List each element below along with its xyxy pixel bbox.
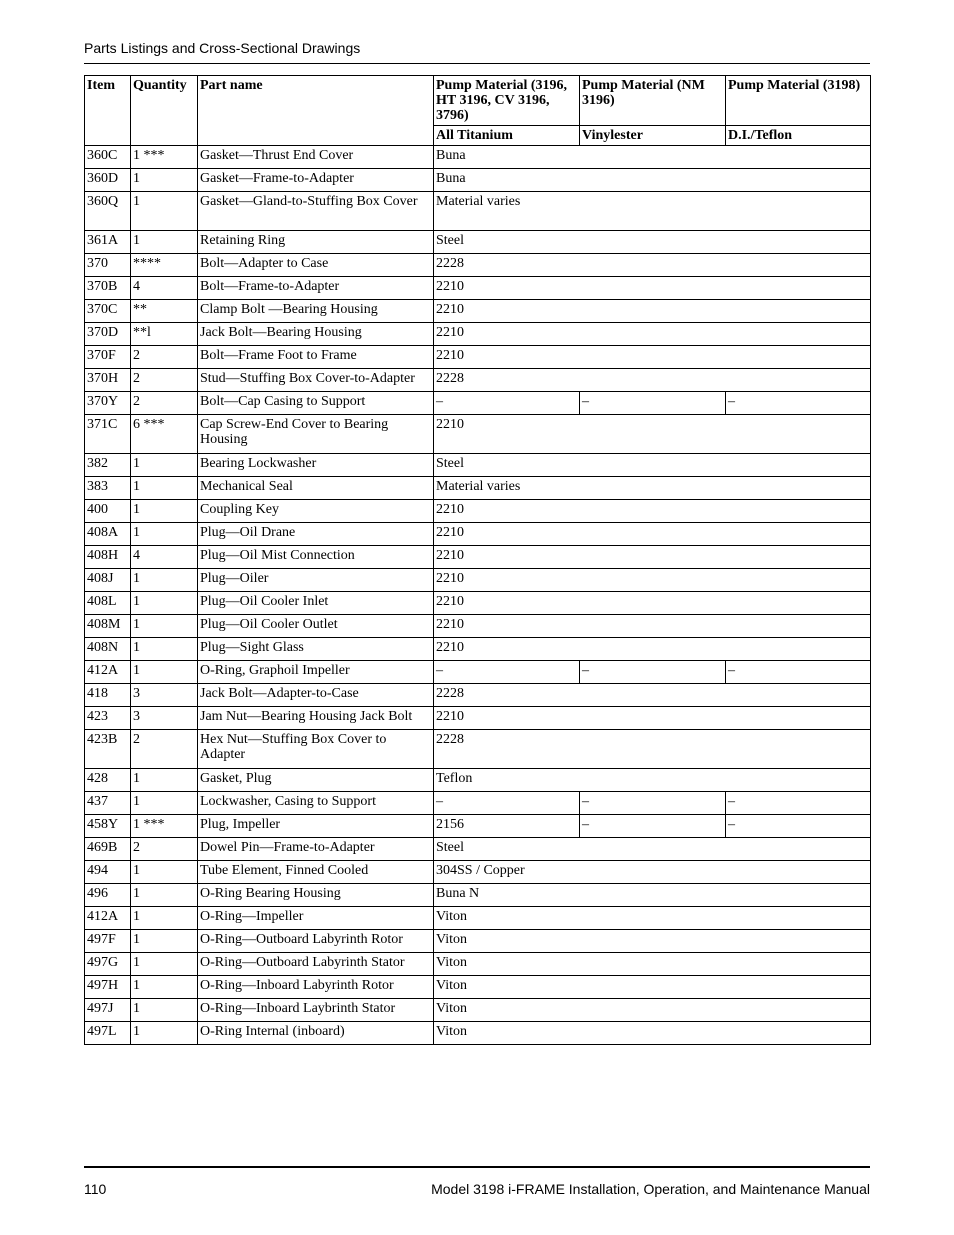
table-row xyxy=(85,707,871,730)
part-name-cell: Tube Element, Finned Cooled xyxy=(198,861,434,884)
item-cell: 370H xyxy=(85,369,131,392)
table-row xyxy=(85,369,871,392)
quantity-cell: 1 xyxy=(131,999,198,1022)
item-cell: 361A xyxy=(85,231,131,254)
quantity-cell: 1 xyxy=(131,792,198,815)
item-cell: 383 xyxy=(85,477,131,500)
table-row xyxy=(85,592,871,615)
item-cell: 418 xyxy=(85,684,131,707)
part-name-cell: Coupling Key xyxy=(198,500,434,523)
item-cell: 400 xyxy=(85,500,131,523)
header-part-name: Part name xyxy=(198,76,434,146)
material-cell: 2228 xyxy=(434,730,871,769)
quantity-cell: 1 xyxy=(131,454,198,477)
table-row xyxy=(85,569,871,592)
part-name-cell: O-Ring Internal (inboard) xyxy=(198,1022,434,1045)
part-name-cell: O-Ring—Outboard Labyrinth Stator xyxy=(198,953,434,976)
item-cell: 497L xyxy=(85,1022,131,1045)
subheader-vinylester: Vinylester xyxy=(580,126,726,146)
part-name-cell: Bolt—Frame-to-Adapter xyxy=(198,277,434,300)
quantity-cell: 1 xyxy=(131,569,198,592)
table-row xyxy=(85,392,871,415)
material-cell: Viton xyxy=(434,930,871,953)
header-material-3196: Pump Material (3196, HT 3196, CV 3196, 3796) xyxy=(434,76,580,126)
quantity-cell: 1 xyxy=(131,861,198,884)
part-name-cell: Plug—Oil Cooler Inlet xyxy=(198,592,434,615)
quantity-cell: 1 xyxy=(131,953,198,976)
quantity-cell: **** xyxy=(131,254,198,277)
table-row xyxy=(85,838,871,861)
material-cell: 2210 xyxy=(434,300,871,323)
table-row xyxy=(85,976,871,999)
part-name-cell: Gasket—Gland-to-Stuffing Box Cover xyxy=(198,192,434,231)
material-cell-3196: 2156 xyxy=(434,815,580,838)
quantity-cell: 1 xyxy=(131,976,198,999)
table-row xyxy=(85,477,871,500)
quantity-cell: 4 xyxy=(131,277,198,300)
part-name-cell: Plug—Oil Mist Connection xyxy=(198,546,434,569)
material-cell: 2210 xyxy=(434,569,871,592)
table-row xyxy=(85,638,871,661)
table-row xyxy=(85,792,871,815)
table-row xyxy=(85,907,871,930)
page-header: Parts Listings and Cross-Sectional Drawings xyxy=(84,40,870,64)
part-name-cell: Gasket—Thrust End Cover xyxy=(198,146,434,169)
item-cell: 360D xyxy=(85,169,131,192)
material-cell-3196: – xyxy=(434,392,580,415)
material-cell: 2210 xyxy=(434,277,871,300)
item-cell: 360Q xyxy=(85,192,131,231)
table-row xyxy=(85,346,871,369)
material-cell-3196: – xyxy=(434,661,580,684)
quantity-cell: 1 xyxy=(131,500,198,523)
item-cell: 370 xyxy=(85,254,131,277)
material-cell-3198: – xyxy=(726,815,871,838)
material-cell: 2228 xyxy=(434,254,871,277)
material-cell: Viton xyxy=(434,1022,871,1045)
footer-divider xyxy=(84,1166,870,1168)
quantity-cell: 1 xyxy=(131,169,198,192)
quantity-cell: 1 xyxy=(131,661,198,684)
quantity-cell: 4 xyxy=(131,546,198,569)
item-cell: 382 xyxy=(85,454,131,477)
table-row xyxy=(85,254,871,277)
quantity-cell: 2 xyxy=(131,369,198,392)
part-name-cell: Plug, Impeller xyxy=(198,815,434,838)
material-cell: 2210 xyxy=(434,346,871,369)
header-item: Item xyxy=(85,76,131,146)
header-material-nm3196: Pump Material (NM 3196) xyxy=(580,76,726,126)
item-cell: 437 xyxy=(85,792,131,815)
item-cell: 494 xyxy=(85,861,131,884)
material-cell: 2210 xyxy=(434,546,871,569)
table-row xyxy=(85,615,871,638)
part-name-cell: Clamp Bolt —Bearing Housing xyxy=(198,300,434,323)
table-row xyxy=(85,192,871,231)
quantity-cell: 1 xyxy=(131,231,198,254)
table-row xyxy=(85,1022,871,1045)
page-footer xyxy=(84,1181,870,1197)
material-cell-3198: – xyxy=(726,792,871,815)
subheader-di-teflon: D.I./Teflon xyxy=(726,126,871,146)
table-row xyxy=(85,500,871,523)
material-cell: Material varies xyxy=(434,192,871,231)
part-name-cell: Plug—Oiler xyxy=(198,569,434,592)
quantity-cell: 1 xyxy=(131,638,198,661)
quantity-cell: 1 xyxy=(131,192,198,231)
quantity-cell: 6 *** xyxy=(131,415,198,454)
item-cell: 370Y xyxy=(85,392,131,415)
material-cell: Viton xyxy=(434,953,871,976)
quantity-cell: 1 *** xyxy=(131,815,198,838)
quantity-cell: 1 xyxy=(131,523,198,546)
part-name-cell: O-Ring—Outboard Labyrinth Rotor xyxy=(198,930,434,953)
table-header-row xyxy=(85,76,871,126)
material-cell: Buna xyxy=(434,169,871,192)
table-row xyxy=(85,231,871,254)
manual-title: Model 3198 i-FRAME Installation, Operation, and Maintenance Manual xyxy=(431,1181,870,1197)
quantity-cell: 1 xyxy=(131,769,198,792)
material-cell: 2228 xyxy=(434,369,871,392)
part-name-cell: O-Ring—Inboard Laybrinth Stator xyxy=(198,999,434,1022)
item-cell: 469B xyxy=(85,838,131,861)
header-material-3198: Pump Material (3198) xyxy=(726,76,871,126)
material-cell: 2210 xyxy=(434,707,871,730)
item-cell: 408H xyxy=(85,546,131,569)
quantity-cell: 2 xyxy=(131,392,198,415)
part-name-cell: Mechanical Seal xyxy=(198,477,434,500)
item-cell: 423B xyxy=(85,730,131,769)
table-row xyxy=(85,523,871,546)
part-name-cell: Dowel Pin—Frame-to-Adapter xyxy=(198,838,434,861)
part-name-cell: Lockwasher, Casing to Support xyxy=(198,792,434,815)
part-name-cell: O-Ring—Impeller xyxy=(198,907,434,930)
quantity-cell: 1 xyxy=(131,907,198,930)
part-name-cell: Bearing Lockwasher xyxy=(198,454,434,477)
item-cell: 360C xyxy=(85,146,131,169)
table-row xyxy=(85,169,871,192)
table-row xyxy=(85,730,871,769)
part-name-cell: Cap Screw-End Cover to Bearing Housing xyxy=(198,415,434,454)
table-row xyxy=(85,661,871,684)
quantity-cell: 2 xyxy=(131,730,198,769)
material-cell-nm3196: – xyxy=(580,392,726,415)
part-name-cell: Gasket—Frame-to-Adapter xyxy=(198,169,434,192)
quantity-cell: 3 xyxy=(131,707,198,730)
table-row xyxy=(85,884,871,907)
material-cell: 2228 xyxy=(434,684,871,707)
parts-table xyxy=(84,75,871,1045)
page-number: 110 xyxy=(84,1181,107,1197)
item-cell: 497F xyxy=(85,930,131,953)
material-cell-nm3196: – xyxy=(580,792,726,815)
material-cell: Buna N xyxy=(434,884,871,907)
table-row xyxy=(85,769,871,792)
item-cell: 370C xyxy=(85,300,131,323)
table-row xyxy=(85,684,871,707)
table-row xyxy=(85,146,871,169)
item-cell: 412A xyxy=(85,661,131,684)
table-row xyxy=(85,277,871,300)
quantity-cell: 1 xyxy=(131,1022,198,1045)
material-cell-nm3196: – xyxy=(580,661,726,684)
item-cell: 408M xyxy=(85,615,131,638)
item-cell: 497G xyxy=(85,953,131,976)
item-cell: 408N xyxy=(85,638,131,661)
material-cell: 2210 xyxy=(434,592,871,615)
quantity-cell: 1 *** xyxy=(131,146,198,169)
part-name-cell: Plug—Sight Glass xyxy=(198,638,434,661)
quantity-cell: 2 xyxy=(131,346,198,369)
header-quantity: Quantity xyxy=(131,76,198,146)
material-cell: Steel xyxy=(434,231,871,254)
material-cell: Viton xyxy=(434,999,871,1022)
quantity-cell: 1 xyxy=(131,884,198,907)
item-cell: 497J xyxy=(85,999,131,1022)
item-cell: 497H xyxy=(85,976,131,999)
material-cell: 2210 xyxy=(434,323,871,346)
table-row xyxy=(85,415,871,454)
material-cell: 2210 xyxy=(434,500,871,523)
item-cell: 370B xyxy=(85,277,131,300)
item-cell: 371C xyxy=(85,415,131,454)
quantity-cell: 1 xyxy=(131,615,198,638)
part-name-cell: Plug—Oil Drane xyxy=(198,523,434,546)
material-cell: Steel xyxy=(434,838,871,861)
part-name-cell: O-Ring Bearing Housing xyxy=(198,884,434,907)
part-name-cell: Plug—Oil Cooler Outlet xyxy=(198,615,434,638)
item-cell: 370F xyxy=(85,346,131,369)
part-name-cell: Bolt—Frame Foot to Frame xyxy=(198,346,434,369)
material-cell: Steel xyxy=(434,454,871,477)
table-row xyxy=(85,815,871,838)
part-name-cell: O-Ring, Graphoil Impeller xyxy=(198,661,434,684)
table-row xyxy=(85,454,871,477)
material-cell-3196: – xyxy=(434,792,580,815)
part-name-cell: Bolt—Cap Casing to Support xyxy=(198,392,434,415)
material-cell: 2210 xyxy=(434,615,871,638)
part-name-cell: Jack Bolt—Bearing Housing xyxy=(198,323,434,346)
item-cell: 408J xyxy=(85,569,131,592)
table-row xyxy=(85,999,871,1022)
material-cell-nm3196: – xyxy=(580,815,726,838)
material-cell: Buna xyxy=(434,146,871,169)
part-name-cell: Stud—Stuffing Box Cover-to-Adapter xyxy=(198,369,434,392)
table-row xyxy=(85,953,871,976)
material-cell-3198: – xyxy=(726,392,871,415)
item-cell: 423 xyxy=(85,707,131,730)
parts-table-body xyxy=(85,146,871,1045)
table-row xyxy=(85,323,871,346)
part-name-cell: O-Ring—Inboard Labyrinth Rotor xyxy=(198,976,434,999)
quantity-cell: 3 xyxy=(131,684,198,707)
quantity-cell: 1 xyxy=(131,477,198,500)
material-cell: Viton xyxy=(434,976,871,999)
item-cell: 408L xyxy=(85,592,131,615)
quantity-cell: 2 xyxy=(131,838,198,861)
quantity-cell: 1 xyxy=(131,930,198,953)
material-cell: 304SS / Copper xyxy=(434,861,871,884)
table-row xyxy=(85,930,871,953)
part-name-cell: Jam Nut—Bearing Housing Jack Bolt xyxy=(198,707,434,730)
table-row xyxy=(85,546,871,569)
material-cell: 2210 xyxy=(434,638,871,661)
subheader-all-titanium: All Titanium xyxy=(434,126,580,146)
part-name-cell: Retaining Ring xyxy=(198,231,434,254)
quantity-cell: 1 xyxy=(131,592,198,615)
material-cell: 2210 xyxy=(434,523,871,546)
part-name-cell: Hex Nut—Stuffing Box Cover to Adapter xyxy=(198,730,434,769)
quantity-cell: **l xyxy=(131,323,198,346)
item-cell: 496 xyxy=(85,884,131,907)
quantity-cell: ** xyxy=(131,300,198,323)
material-cell: Material varies xyxy=(434,477,871,500)
material-cell: 2210 xyxy=(434,415,871,454)
part-name-cell: Jack Bolt—Adapter-to-Case xyxy=(198,684,434,707)
item-cell: 428 xyxy=(85,769,131,792)
item-cell: 370D xyxy=(85,323,131,346)
table-row xyxy=(85,861,871,884)
item-cell: 408A xyxy=(85,523,131,546)
table-row xyxy=(85,300,871,323)
item-cell: 412A xyxy=(85,907,131,930)
part-name-cell: Bolt—Adapter to Case xyxy=(198,254,434,277)
item-cell: 458Y xyxy=(85,815,131,838)
material-cell: Teflon xyxy=(434,769,871,792)
part-name-cell: Gasket, Plug xyxy=(198,769,434,792)
material-cell-3198: – xyxy=(726,661,871,684)
material-cell: Viton xyxy=(434,907,871,930)
